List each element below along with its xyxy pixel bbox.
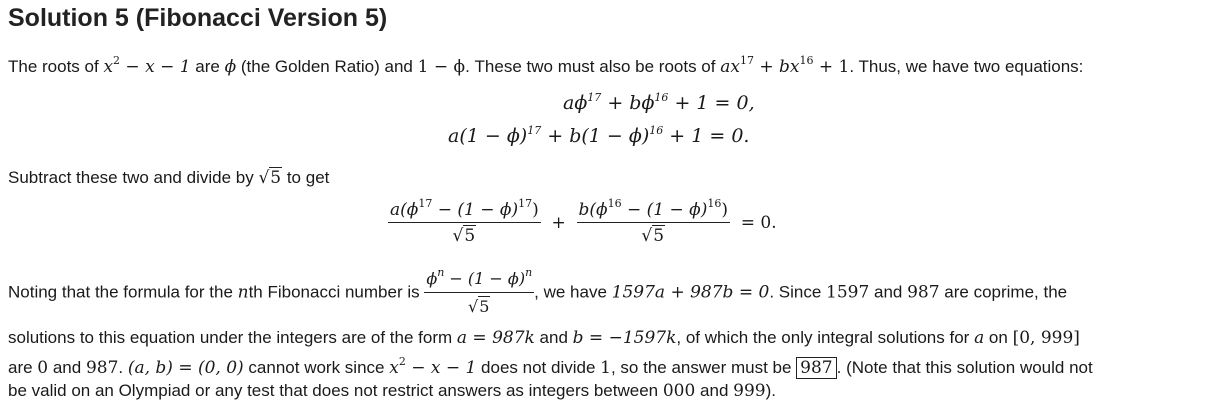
math-n: n bbox=[237, 282, 249, 303]
math-equation: a = 987k bbox=[456, 328, 535, 348]
denominator: √5 bbox=[424, 292, 534, 318]
math-term: b(ϕ bbox=[578, 200, 608, 220]
text-segment: . Since bbox=[769, 282, 827, 302]
radicand: 5 bbox=[270, 168, 282, 188]
math-equation: b = −1597k bbox=[572, 328, 677, 348]
math-x: x bbox=[103, 57, 114, 77]
text-segment: th Fibonacci number is bbox=[248, 282, 425, 302]
equation-2 bbox=[448, 125, 749, 147]
math-term: a(ϕ bbox=[390, 200, 419, 220]
solution-title: Solution 5 (Fibonacci Version 5) bbox=[8, 4, 388, 32]
text-segment: , we have bbox=[534, 282, 612, 302]
text-segment: The roots of bbox=[8, 57, 104, 76]
numerator bbox=[388, 197, 541, 222]
math-expression: − x − 1 bbox=[405, 358, 477, 378]
math-term: a(1 − ϕ) bbox=[448, 125, 528, 147]
math-number: 000 bbox=[662, 381, 696, 401]
math-term: + 1 = 0. bbox=[663, 125, 750, 147]
numerator bbox=[424, 268, 534, 292]
math-expression: + 1 bbox=[813, 57, 850, 77]
math-equation: (a, b) = (0, 0) bbox=[127, 358, 244, 378]
math-exponent: 2 bbox=[398, 355, 406, 368]
math-term: ) bbox=[721, 200, 729, 220]
math-expression: ax bbox=[720, 57, 740, 77]
text-segment: ). bbox=[765, 381, 776, 400]
math-number: 1597 bbox=[826, 282, 870, 303]
math-number: 987 bbox=[907, 282, 940, 303]
math-number: 987 bbox=[85, 358, 119, 378]
math-expression: − x − 1 bbox=[120, 57, 191, 77]
numerator bbox=[577, 197, 731, 222]
denominator: √5 bbox=[388, 222, 541, 246]
text-segment: and bbox=[695, 381, 734, 400]
fibonacci-formula bbox=[424, 268, 534, 318]
paragraph-answer bbox=[8, 357, 1093, 379]
text-segment: cannot work since bbox=[243, 358, 390, 377]
text-segment: Subtract these two and divide by bbox=[8, 168, 259, 187]
text-segment: , of which the only integral solutions for bbox=[676, 328, 975, 347]
math-exponent: 16 bbox=[707, 197, 722, 210]
math-term: + bϕ bbox=[601, 92, 655, 114]
text-segment: . (Note that this solution would not bbox=[836, 358, 1093, 377]
text-segment: are coprime, the bbox=[939, 282, 1068, 302]
text-segment: solutions to this equation under the integers are of the form bbox=[8, 328, 457, 347]
text-segment: are bbox=[8, 358, 38, 377]
equals-zero: = 0. bbox=[740, 213, 777, 233]
boxed-answer: 987 bbox=[796, 357, 836, 379]
math-exponent: 17 bbox=[518, 197, 533, 210]
equation-3 bbox=[388, 197, 777, 246]
math-term: − (1 − ϕ) bbox=[432, 200, 519, 220]
math-exponent: 17 bbox=[527, 124, 542, 137]
text-segment: and bbox=[534, 328, 573, 347]
text-segment: . bbox=[118, 358, 128, 377]
denominator: √5 bbox=[577, 222, 731, 246]
math-exponent: n bbox=[437, 266, 445, 279]
math-exponent: 17 bbox=[418, 197, 433, 210]
text-segment: and bbox=[869, 282, 908, 302]
text-segment: , so the answer must be bbox=[610, 358, 797, 377]
math-exponent: 16 bbox=[649, 124, 664, 137]
math-term: − (1 − ϕ) bbox=[444, 269, 526, 288]
text-segment: does not divide bbox=[476, 358, 601, 377]
fraction-a bbox=[388, 197, 541, 246]
math-exponent: 16 bbox=[607, 197, 622, 210]
paragraph-roots bbox=[8, 56, 1083, 78]
text-segment: . Thus, we have two equations: bbox=[849, 57, 1084, 76]
text-segment: on bbox=[984, 328, 1013, 347]
math-exponent: 17 bbox=[587, 91, 602, 104]
math-equation: 1597a + 987b = 0 bbox=[611, 282, 770, 303]
math-a: a bbox=[974, 328, 985, 348]
math-expression: 1 − ϕ bbox=[417, 57, 466, 77]
math-exponent: 16 bbox=[799, 54, 814, 67]
paragraph-note bbox=[8, 380, 776, 402]
paragraph-solutions bbox=[8, 327, 1080, 349]
math-number: 999 bbox=[733, 381, 766, 401]
radical-sign: √ bbox=[258, 168, 270, 188]
math-exponent: 2 bbox=[113, 54, 121, 67]
math-exponent: n bbox=[525, 266, 533, 279]
math-term: ϕ bbox=[426, 269, 438, 288]
equation-1 bbox=[563, 92, 755, 114]
plus-sign: + bbox=[551, 213, 566, 233]
text-segment: are bbox=[190, 57, 225, 76]
math-expression: + bx bbox=[753, 57, 800, 77]
radicand: 5 bbox=[479, 297, 490, 316]
sqrt-5 bbox=[258, 167, 282, 189]
math-phi: ϕ bbox=[224, 57, 237, 77]
radicand: 5 bbox=[464, 226, 476, 246]
math-term: − (1 − ϕ) bbox=[621, 200, 708, 220]
math-exponent: 16 bbox=[654, 91, 669, 104]
math-number: 0 bbox=[37, 358, 49, 378]
math-interval: [0, 999] bbox=[1012, 328, 1080, 348]
text-segment: to get bbox=[282, 168, 330, 187]
math-exponent: 17 bbox=[739, 54, 754, 67]
text-segment: and bbox=[48, 358, 86, 377]
text-segment: . These two must also be roots of bbox=[465, 57, 721, 76]
text-segment: be valid on an Olympiad or any test that does not restrict answers as integers between bbox=[8, 381, 663, 400]
radicand: 5 bbox=[653, 226, 665, 246]
math-term: ) bbox=[532, 200, 539, 220]
math-number: 1 bbox=[600, 358, 611, 378]
math-term: aϕ bbox=[563, 92, 588, 114]
paragraph-noting bbox=[8, 268, 1067, 318]
fraction-b bbox=[577, 197, 731, 246]
math-term: + b(1 − ϕ) bbox=[541, 125, 650, 147]
text-segment: (the Golden Ratio) and bbox=[236, 57, 418, 76]
paragraph-subtract bbox=[8, 167, 329, 189]
math-term: + 1 = 0, bbox=[668, 92, 755, 114]
math-x: x bbox=[389, 358, 399, 378]
text-segment: Noting that the formula for the bbox=[8, 282, 238, 302]
